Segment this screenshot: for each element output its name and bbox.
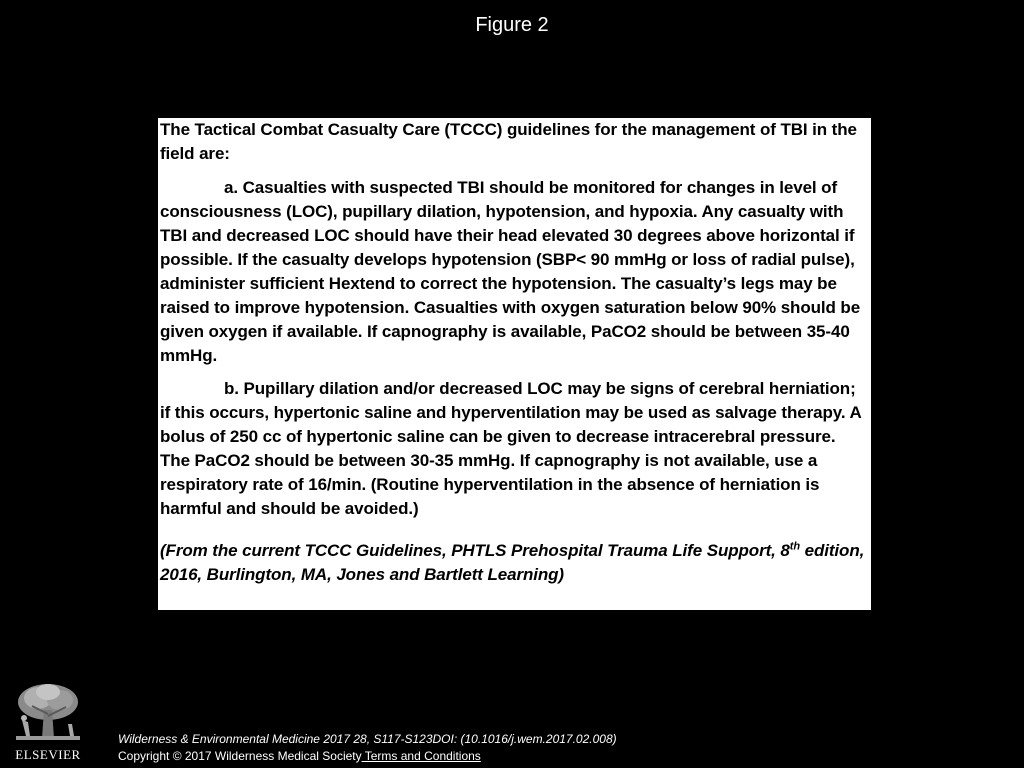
slide-title: Figure 2	[475, 14, 549, 36]
figure-paragraph-a: a. Casualties with suspected TBI should be monitored for changes in level of consciousness (LOC), pupillary dilation, hypotension, and hypoxia. Any casualty with TBI and decreased LOC should have their head elevated 30 degrees above horizontal if possible. If the casualty develops hypotension (SBP< 90 mmHg or loss of radial pulse), administer sufficient Hextend to correct the hypotension. The casualty’s legs may be raised to improve hypotension. Casualties with oxygen saturation below 90% should be given oxygen if available. If capnography is available, PaCO2 should be between 35-40 mmHg.	[160, 178, 861, 365]
elsevier-logo	[8, 680, 88, 764]
footer-copyright-line	[118, 748, 617, 765]
footer	[118, 731, 617, 765]
logo-wordmark: ELSEVIER	[15, 747, 81, 762]
figure-heading: The Tactical Combat Casualty Care (TCCC) guidelines for the management of TBI in the field are:	[160, 120, 857, 163]
figure-citation-end: edition, 2016, Burlington, MA, Jones and Bartlett Learning)	[160, 541, 865, 584]
footer-citation: Wilderness & Environmental Medicine 2017 28, S117-S123DOI: (10.1016/j.wem.2017.02.008)	[118, 732, 617, 746]
figure-citation	[160, 539, 868, 587]
figure-citation-start: (From the current TCCC Guidelines, PHTLS Prehospital Trauma Life Support, 8	[160, 541, 790, 560]
figure-paragraph-b: b. Pupillary dilation and/or decreased LOC may be signs of cerebral herniation; if this occurs, hypertonic saline and hyperventilation may be used as salvage therapy. A bolus of 250 cc of hypertonic saline can be given to decrease intracerebral pressure. The PaCO2 should be between 30-35 mmHg. If capnography is not available, use a respiratory rate of 16/min. (Routine hyperventilation in the absence of herniation is harmful and should be avoided.)	[160, 379, 862, 518]
figure-image	[158, 118, 871, 610]
terms-and-conditions-link[interactable]: Terms and Conditions	[361, 749, 481, 763]
tree-icon	[8, 680, 88, 746]
figure-citation-superscript: th	[789, 540, 800, 553]
footer-copyright: Copyright © 2017 Wilderness Medical Society	[118, 749, 362, 763]
